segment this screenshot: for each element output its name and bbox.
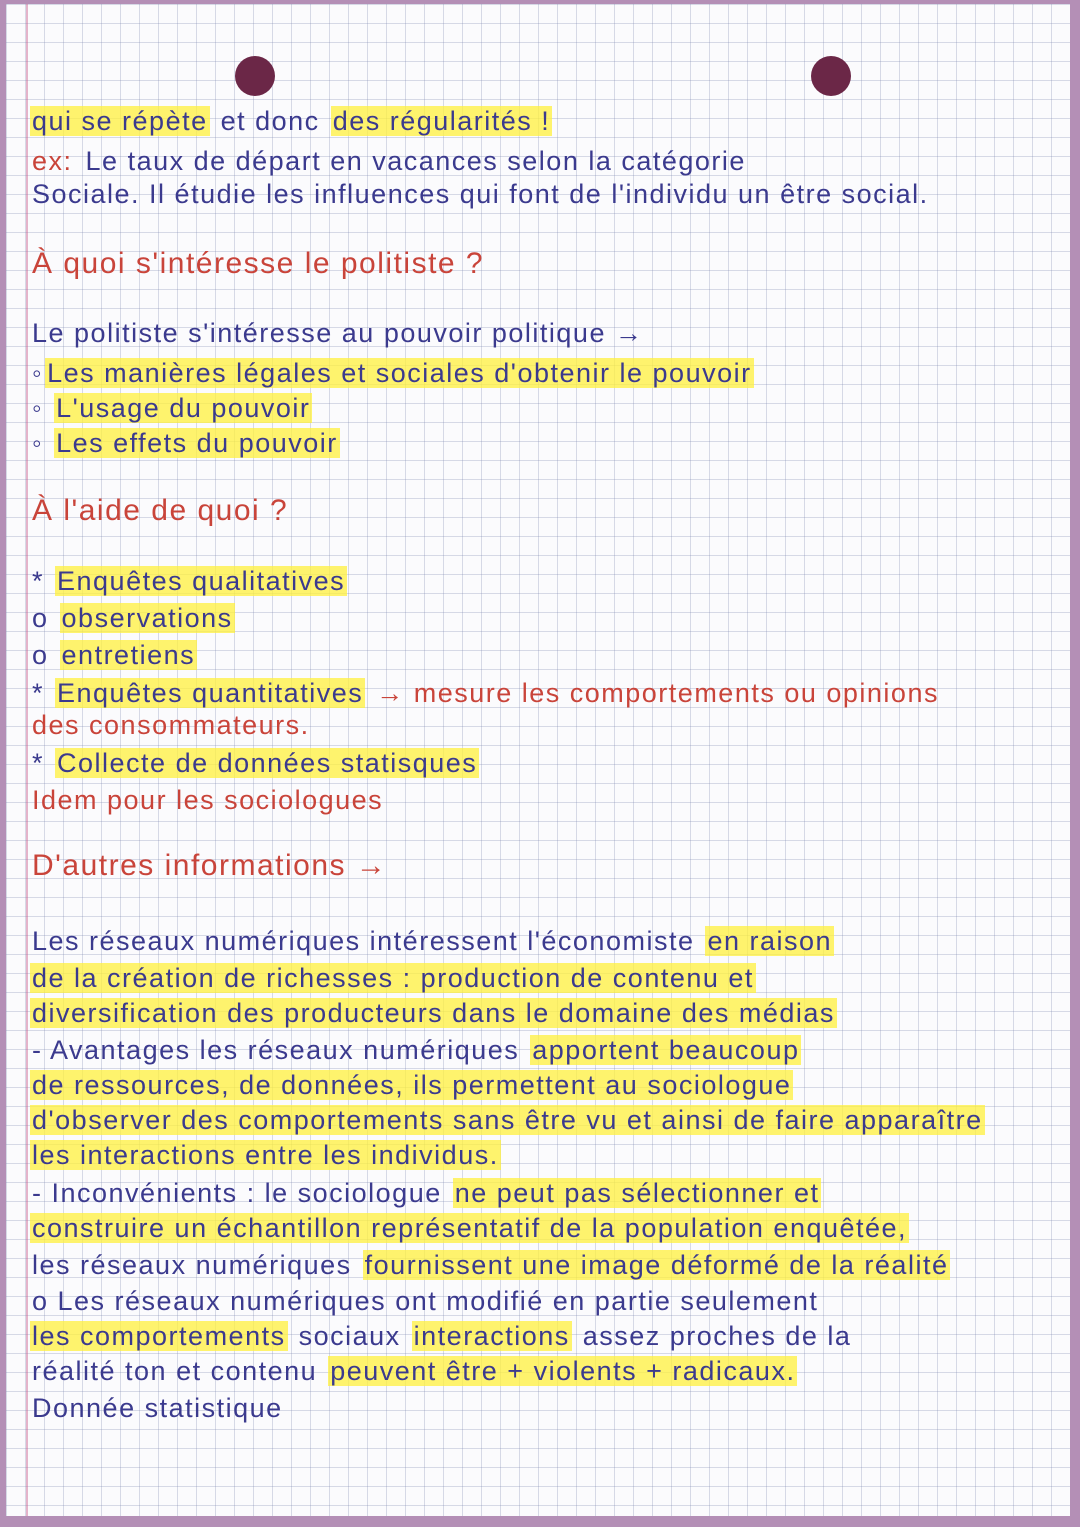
note-line [30,638,197,672]
note-text: des consommateurs. [32,710,310,740]
note-text: o [32,603,58,633]
section-heading [30,849,389,883]
note-line [30,708,312,742]
highlighted-text: qui se répète [32,106,208,136]
note-text: Les réseaux numériques intéressent l'économiste [32,926,704,956]
highlighted-text: entretiens [61,640,196,670]
note-line [30,391,312,425]
note-line [30,996,837,1030]
note-line [30,746,479,780]
note-text: ◦ [32,428,53,458]
highlighted-text: de la création de richesses : production de contenu et [32,963,754,993]
note-text: ◦ [32,393,53,423]
note-text: À quoi s'intéresse le politiste ? [32,247,485,280]
note-text: Sociale. Il étudie les influences qui font de l'individu un être social. [32,179,929,209]
note-line [30,1138,501,1172]
highlighted-text: des régularités ! [332,106,551,136]
note-text: assez proches de la [573,1321,852,1351]
note-text: - Inconvénients : le sociologue [32,1178,451,1208]
note-text: ex: [32,146,73,176]
highlighted-text: en raison [707,926,833,956]
note-line [30,1176,821,1210]
section-heading [30,247,486,281]
note-line [30,1319,853,1353]
highlighted-text: observations [61,603,233,633]
note-text: sociaux [289,1321,410,1351]
note-line [30,1211,909,1245]
note-line [30,601,235,635]
note-text: o Les réseaux numériques ont modifié en partie seulement [32,1286,819,1316]
note-text: Donnée statistique [32,1393,283,1423]
note-line [30,1284,820,1318]
note-text: Idem pour les sociologues [32,785,384,815]
highlighted-text: les interactions entre les individus. [32,1140,499,1170]
note-line [30,1248,950,1282]
note-text: et donc [211,106,329,136]
note-line [30,1354,797,1388]
note-text: les réseaux numériques [32,1250,361,1280]
note-text: → mesure les comportements ou opinions [367,678,939,708]
highlighted-text: interactions [413,1321,570,1351]
highlighted-text: Les manières légales et sociales d'obtenir le pouvoir [47,358,752,388]
section-heading [30,494,290,528]
note-line [30,316,645,350]
note-text: - Avantages les réseaux numériques [32,1035,529,1065]
note-text: À l'aide de quoi ? [32,494,289,527]
note-line [30,564,347,598]
note-line [30,1068,793,1102]
highlighted-text: Enquêtes quantitatives [57,678,364,708]
highlighted-text: construire un échantillon représentatif de la population enquêtée, [32,1213,908,1243]
note-line [30,1103,985,1137]
note-line [30,104,552,138]
highlighted-text: Les effets du pouvoir [56,428,338,458]
note-line [30,144,748,178]
notebook-page [6,4,1070,1516]
note-line [30,924,834,958]
highlighted-text: Collecte de données statisques [57,748,478,778]
note-text: Le politiste s'intéresse au pouvoir politique → [32,318,644,348]
note-text: ◦ [32,358,44,388]
note-text: réalité ton et contenu [32,1356,327,1386]
note-line [30,177,931,211]
note-line [30,961,756,995]
binder-hole-right [811,56,851,96]
highlighted-text: de ressources, de données, ils permettent au sociologue [32,1070,792,1100]
note-text: * [32,678,54,708]
highlighted-text: diversification des producteurs dans le domaine des médias [32,998,835,1028]
highlighted-text: les comportements [32,1321,286,1351]
highlighted-text: fournissent une image déformé de la réalité [364,1250,949,1280]
note-text: Le taux de départ en vacances selon la catégorie [76,146,746,176]
highlighted-text: ne peut pas sélectionner et [454,1178,820,1208]
note-line [30,426,340,460]
margin-line [26,4,28,1516]
highlighted-text: d'observer des comportements sans être vu et ainsi de faire apparaître [32,1105,983,1135]
note-line [30,783,385,817]
note-text: o [32,640,58,670]
note-line [30,356,754,390]
highlighted-text: Enquêtes qualitatives [57,566,346,596]
note-line [30,1391,285,1425]
note-text: * [32,748,54,778]
note-text: * [32,566,54,596]
highlighted-text: apportent beaucoup [532,1035,800,1065]
binder-hole-left [235,56,275,96]
highlighted-text: peuvent être + violents + radicaux. [330,1356,796,1386]
note-text: D'autres informations → [32,849,388,882]
note-line [30,676,941,710]
highlighted-text: L'usage du pouvoir [56,393,311,423]
note-line [30,1033,801,1067]
